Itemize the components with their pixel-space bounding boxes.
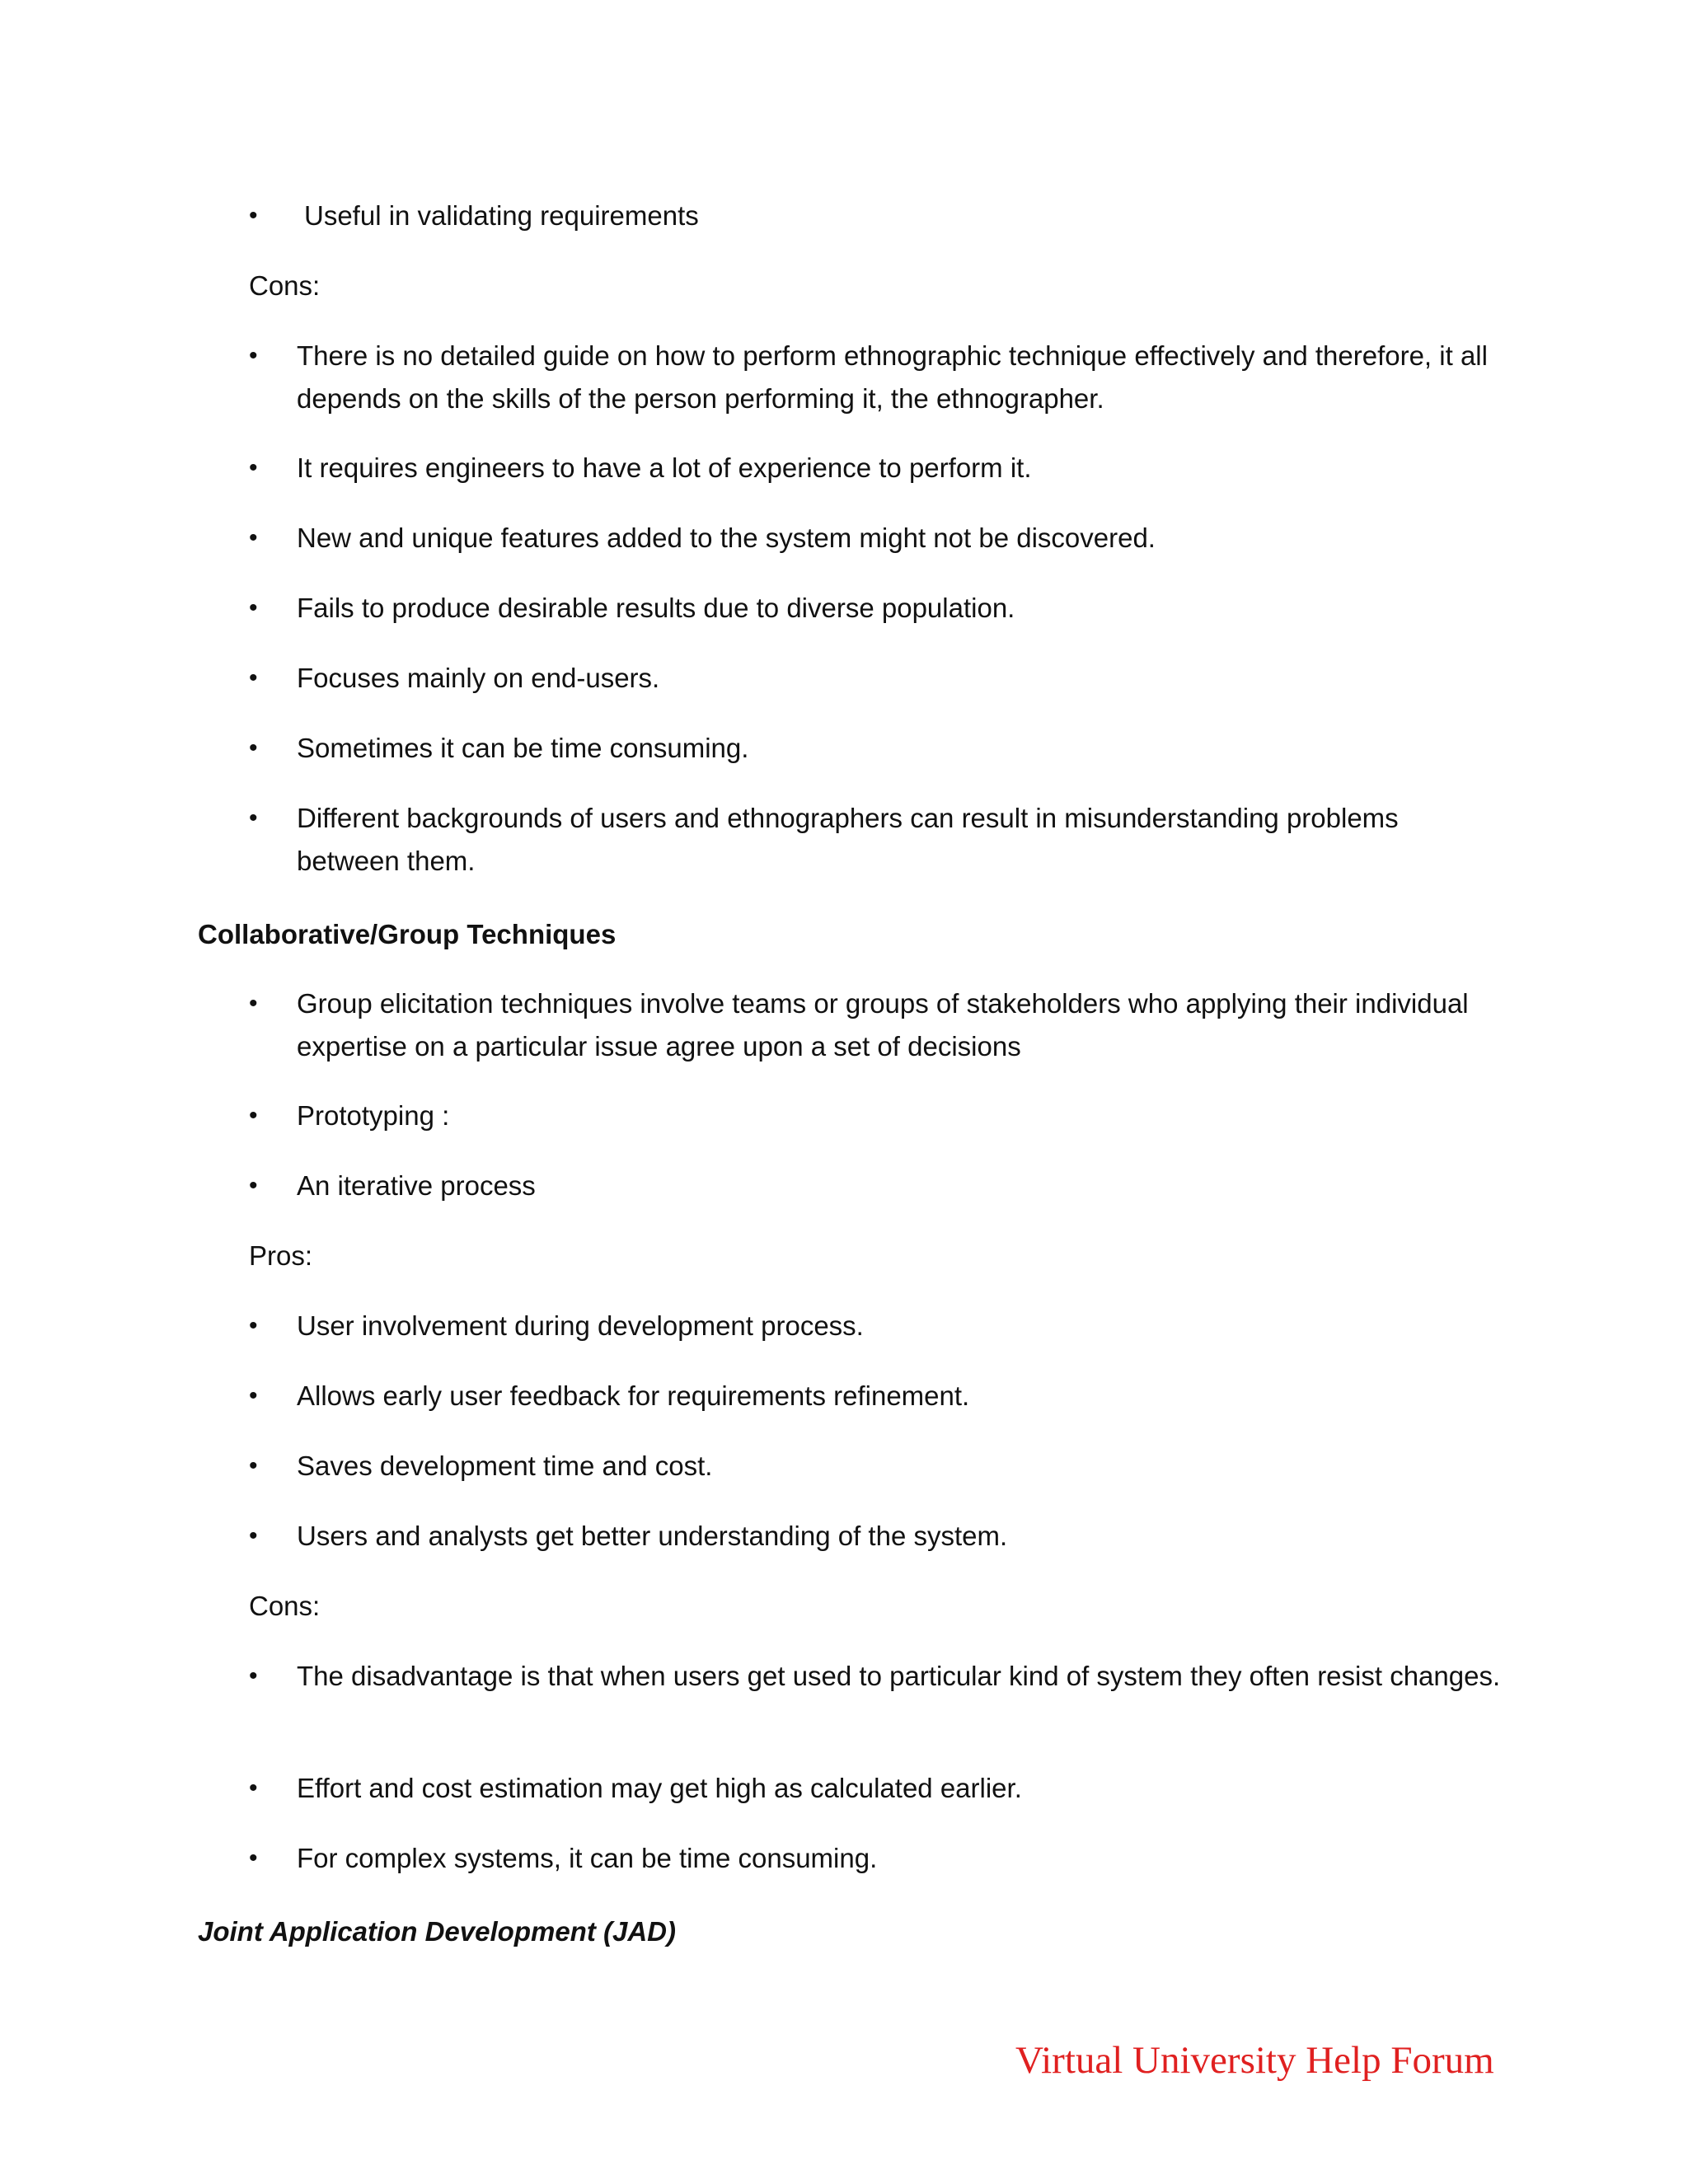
list-item-text: Fails to produce desirable results due to diverse population. bbox=[297, 593, 1015, 623]
list-item-text: Effort and cost estimation may get high as calculated earlier. bbox=[297, 1773, 1022, 1803]
list-item-text: Saves development time and cost. bbox=[297, 1451, 713, 1481]
bullet-icon: • bbox=[249, 1522, 258, 1549]
list-item-text: Sometimes it can be time consuming. bbox=[297, 733, 749, 763]
list-item-text: Useful in validating requirements bbox=[304, 200, 699, 231]
bullet-icon: • bbox=[249, 454, 258, 481]
bullet-icon: • bbox=[249, 524, 258, 551]
cons-label: Cons: bbox=[249, 270, 321, 301]
bullet-icon: • bbox=[249, 1172, 258, 1199]
cons-label: Cons: bbox=[249, 1591, 321, 1621]
bullet-icon: • bbox=[249, 342, 258, 369]
pros-label: Pros: bbox=[249, 1240, 313, 1271]
section-heading: Collaborative/Group Techniques bbox=[198, 919, 617, 949]
list-item-text: Different backgrounds of users and ethnographers can result in misunderstanding problems between them. bbox=[297, 803, 1399, 876]
bullet-icon: • bbox=[249, 804, 258, 832]
footer-watermark: Virtual University Help Forum bbox=[1015, 2039, 1494, 2082]
bullet-icon: • bbox=[249, 664, 258, 691]
bullet-icon: • bbox=[249, 1844, 258, 1872]
list-item-text: New and unique features added to the system might not be discovered. bbox=[297, 523, 1156, 553]
list-item-text: Allows early user feedback for requirements refinement. bbox=[297, 1380, 970, 1411]
section-heading: Joint Application Development (JAD) bbox=[198, 1916, 676, 1947]
list-item-text: Prototyping : bbox=[297, 1100, 450, 1131]
bullet-icon: • bbox=[249, 1662, 258, 1690]
list-item-text: An iterative process bbox=[297, 1170, 536, 1201]
list-item-text: It requires engineers to have a lot of experience to perform it. bbox=[297, 452, 1032, 483]
bullet-icon: • bbox=[249, 594, 258, 621]
bullet-icon: • bbox=[249, 990, 258, 1017]
list-item-text: Users and analysts get better understanding of the system. bbox=[297, 1521, 1008, 1551]
list-item-text: User involvement during development process. bbox=[297, 1310, 864, 1341]
bullet-icon: • bbox=[249, 1312, 258, 1339]
list-item-text: The disadvantage is that when users get used to particular kind of system they often resist changes. bbox=[297, 1661, 1501, 1691]
bullet-icon: • bbox=[249, 1774, 258, 1802]
bullet-icon: • bbox=[249, 1102, 258, 1129]
list-item-text: Focuses mainly on end-users. bbox=[297, 663, 660, 693]
bullet-icon: • bbox=[249, 1452, 258, 1479]
bullet-icon: • bbox=[249, 202, 258, 229]
list-item-text: Group elicitation techniques involve teams or groups of stakeholders who applying their individual expertise on a particular issue agree upon a set of decisions bbox=[297, 988, 1469, 1062]
bullet-icon: • bbox=[249, 734, 258, 762]
list-item-text: There is no detailed guide on how to perform ethnographic technique effectively and therefore, it all depends on the skills of the person performing it, the ethnographer. bbox=[297, 340, 1488, 414]
bullet-icon: • bbox=[249, 1382, 258, 1409]
list-item-text: For complex systems, it can be time consuming. bbox=[297, 1843, 878, 1873]
